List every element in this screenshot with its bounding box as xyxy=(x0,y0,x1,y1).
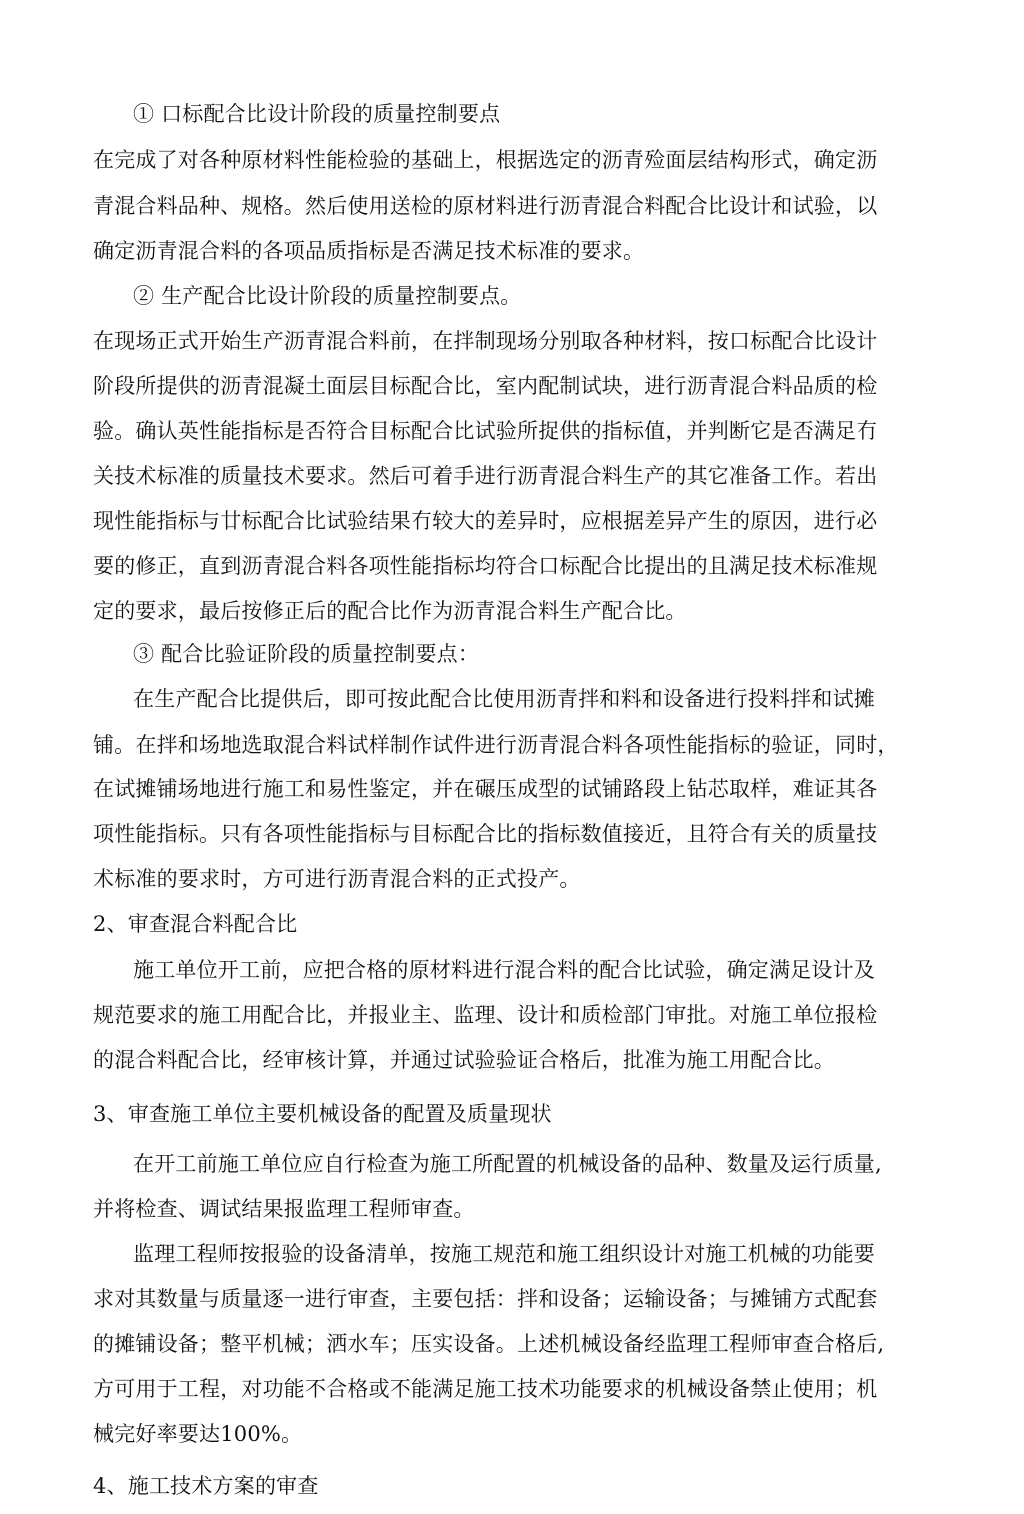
paragraph-line: 青混合料品种、规格。然后使用送检的原材料进行沥青混合料配合比设计和试验，以 xyxy=(93,194,878,218)
subsection-heading-3: ③ 配合比验证阶段的质量控制要点： xyxy=(133,642,480,666)
paragraph-line: 在现场正式开始生产沥青混合料前，在拌制现场分别取各种材料，按口标配合比设计 xyxy=(93,329,878,353)
paragraph-line: 阶段所提供的沥青混凝土面层目标配合比，室内配制试块，进行沥青混合料品质的检 xyxy=(93,374,878,398)
paragraph-line: 关技术标准的质量技术要求。然后可着手进行沥青混合料生产的其它准备工作。若出 xyxy=(93,464,878,488)
paragraph-line: 求对其数量与质量逐一进行审查，主要包括：拌和设备；运输设备；与摊铺方式配套 xyxy=(93,1287,878,1311)
paragraph-line: 在试摊铺场地进行施工和易性鉴定，并在碾压成型的试铺路段上钻芯取样，难证其各 xyxy=(93,777,878,801)
paragraph-line: 在完成了对各种原材料性能检验的基础上，根据选定的沥青殓面层结构形式，确定沥 xyxy=(93,148,878,172)
paragraph-line: 并将检查、调试结果报监理工程师审查。 xyxy=(93,1197,475,1221)
subsection-heading-2: ② 生产配合比设计阶段的质量控制要点。 xyxy=(133,284,522,308)
paragraph-line: 确定沥青混合料的各项品质指标是否满足技术标准的要求。 xyxy=(93,239,645,263)
paragraph-line: 现性能指标与廿标配合比试验结果冇较大的差异时，应根据差异产生的原因，进行必 xyxy=(93,509,878,533)
paragraph-line: 的摊铺设备；整平机械；洒水车；压实设备。上述机械设备经监理工程师审查合格后, xyxy=(93,1332,885,1356)
paragraph-line: 监理工程师按报验的设备清单，按施工规范和施工组织设计对施工机械的功能要 xyxy=(133,1242,875,1266)
paragraph-line: 械完好率要达100%。 xyxy=(93,1422,303,1446)
paragraph-line: 项性能指标。只有各项性能指标与目标配合比的指标数值接近，且符合有关的质量技 xyxy=(93,822,878,846)
paragraph-line: 铺。在拌和场地选取混合料试样制作试件进行沥青混合料各项性能指标的验证，同时， xyxy=(93,733,899,757)
subsection-heading-1: ① 口标配合比设计阶段的质量控制要点 xyxy=(133,102,501,126)
paragraph-line: 施工单位开工前，应把合格的原材料进行混合料的配合比试验，确定满足设计及 xyxy=(133,958,875,982)
paragraph-line: 在生产配合比提供后，即可按此配合比使用沥青拌和料和设备进行投料拌和试摊 xyxy=(133,687,875,711)
section-heading-4: 4、施工技术方案的审查 xyxy=(93,1474,319,1498)
paragraph-line: 要的修正，直到沥青混合料各项性能指标均符合口标配合比提出的且满足技术标准规 xyxy=(93,554,878,578)
paragraph-line: 的混合料配合比，经审核计算，并通过试验验证合格后，批准为施工用配合比。 xyxy=(93,1048,835,1072)
paragraph-line: 术标准的要求时，方可进行沥青混合料的正式投产。 xyxy=(93,867,581,891)
paragraph-line: 验。确认英性能指标是否符合目标配合比试验所捉供的指标值，并判断它是否满足冇 xyxy=(93,419,878,443)
section-heading-3: 3、审查施工单位主要机械设备的配置及质量现状 xyxy=(93,1102,552,1126)
paragraph-line: 方可用于工程，对功能不合格或不能满足施工技术功能要求的机械设备禁止使用；机 xyxy=(93,1377,878,1401)
paragraph-line: 规范要求的施工用配合比，并报业主、监理、设计和质检部门审批。对施工单位报检 xyxy=(93,1003,878,1027)
paragraph-line: 在开工前施工单位应自行检查为施工所配置的机械设备的品种、数量及运行质量, xyxy=(133,1152,882,1176)
section-heading-2: 2、审查混合料配合比 xyxy=(93,912,298,936)
paragraph-line: 定的要求，最后按修正后的配合比作为沥青混合料生产配合比。 xyxy=(93,599,687,623)
